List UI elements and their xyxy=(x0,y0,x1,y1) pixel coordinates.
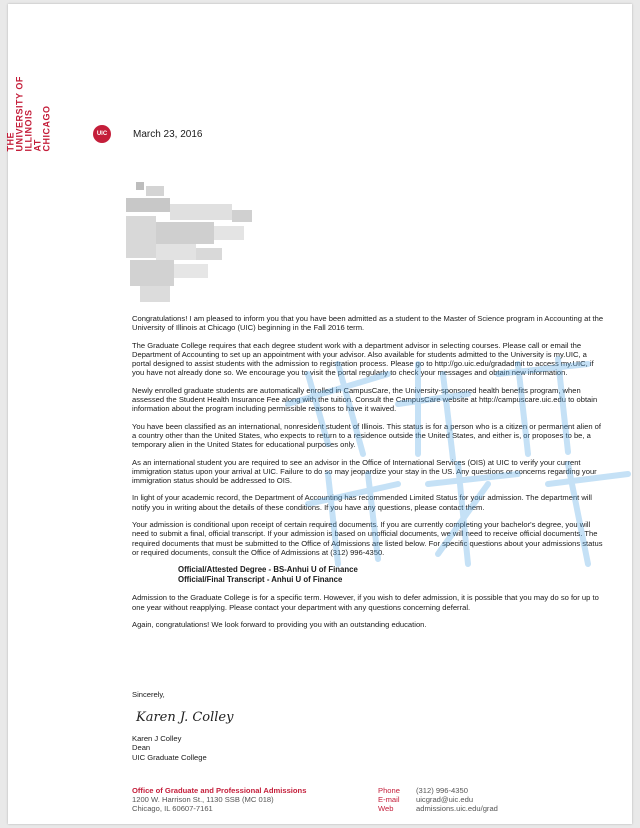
logo-line-4: AT xyxy=(32,139,43,152)
gradadmit-link[interactable]: http://go.uic.edu/gradadmit xyxy=(434,359,525,369)
logo-line-3: ILLINOIS xyxy=(23,109,34,152)
footer-web-row xyxy=(378,804,498,813)
logo-line-2: UNIVERSITY OF xyxy=(14,76,25,152)
footer-address xyxy=(132,786,306,813)
campuscare-link[interactable]: http://campuscare.uic.edu xyxy=(478,395,566,405)
letter-page xyxy=(5,4,632,824)
phone-value: (312) 996-4350 xyxy=(416,786,468,795)
signer-block xyxy=(132,734,207,762)
uic-logo xyxy=(7,42,52,152)
uic-circle-logo: UIC xyxy=(93,125,111,143)
logo-line-5: CHICAGO xyxy=(41,105,52,152)
paragraph-limited-status: In light of your academic record, the Department of Accounting has recommended Limited Status for your admission. The department will notify you in writing about the details of these conditions. If you have any questions, please contact them. xyxy=(132,493,592,512)
paragraph-admission: Congratulations! I am pleased to inform you that you have been admitted as a student to the Master of Science program in Accounting at the University of Illinois at Chicago (UIC) beginning in the Fall 2016 term. xyxy=(132,314,604,333)
signer-title: Dean xyxy=(132,743,151,753)
handwritten-signature: Karen J. Colley xyxy=(136,710,234,725)
redacted-address-block xyxy=(126,182,258,304)
footer-contact xyxy=(378,786,498,813)
paragraph-international: As an international student you are required to see an advisor in the Office of International Services (OIS) at UIC to verify your current immigration status upon your arrival at UIC. Failure to do so may jeopardize your stay in the US. Any questions or concerns regarding your immigration status should be addressed to OIS. xyxy=(132,457,597,486)
web-value[interactable]: admissions.uic.edu/grad xyxy=(416,804,498,813)
letter-body xyxy=(132,314,604,637)
web-label: Web xyxy=(378,804,394,813)
footer-address-2: Chicago, IL 60607-7161 xyxy=(132,804,213,813)
paragraph-campuscare: Newly enrolled graduate students are automatically enrolled in CampusCare, the University-sponsored health benefits program, when assessed the Student Health Insurance Fee along with the tuition. Consult the CampusCare website at http://campuscare.uic.edu to obtain information about the program including permissible reasons to have it waived. xyxy=(132,385,598,414)
letter-date: March 23, 2016 xyxy=(133,129,203,140)
closing: Sincerely, xyxy=(132,690,165,699)
phone-label: Phone xyxy=(378,786,400,795)
paragraph-deferral: Admission to the Graduate College is for a specific term. However, if you wish to defer admission, it is possible that you may do so for up to one year without reapplying. Please contact your department with any questions concerning deferral. xyxy=(132,593,599,612)
footer-phone-row xyxy=(378,786,498,795)
footer-address-1: 1200 W. Harrison St., 1130 SSB (MC 018) xyxy=(132,795,274,804)
required-documents xyxy=(178,565,604,585)
paragraph-congratulations: Again, congratulations! We look forward to providing you with an outstanding education. xyxy=(132,619,427,629)
logo-line-1: THE xyxy=(5,132,16,152)
email-value[interactable]: uicgrad@uic.edu xyxy=(416,795,474,804)
signer-name: Karen J Colley xyxy=(132,734,182,743)
email-label: E-mail xyxy=(378,795,400,804)
footer-office: Office of Graduate and Professional Admissions xyxy=(132,786,307,795)
paragraph-classification: You have been classified as an international, nonresident student of Illinois. This status is for a person who is a citizen or permanent alien of a country other than the United States, who expects to return to a residence outside the United States, and either is, or proposes to be, a temporary alien in the United States for educational purposes only. xyxy=(132,421,601,450)
paragraph-advisor: The Graduate College requires that each degree student work with a department advisor in selecting courses. Please call or email the Department of Accounting to set up an appointment with your advisor. Also available for students admitted to the University is my.UIC, a portal designed to assist students with the admission to registration process. Please go to http://go.uic.edu/gradadmit to access my.UIC, if you have not already done so. We encourage you to visit the portal regularly to check your messages and obtain new information. xyxy=(132,340,594,378)
paragraph-conditional: Your admission is conditional upon receipt of certain required documents. If you are currently completing your bachelor's degree, you will need to submit a final, official transcript. If your admission is based on unofficial documents, we will need to receive official documents. The required documents that must be submitted to the Office of Admissions are listed below. For specific questions about your admissions status or required documents, consult the Office of Admissions at (312) 996-4350. xyxy=(132,520,603,557)
required-degree: Official/Attested Degree - BS-Anhui U of Finance xyxy=(178,565,358,575)
required-transcript: Official/Final Transcript - Anhui U of Finance xyxy=(178,575,343,585)
signer-org: UIC Graduate College xyxy=(132,752,207,762)
footer-email-row xyxy=(378,795,498,804)
